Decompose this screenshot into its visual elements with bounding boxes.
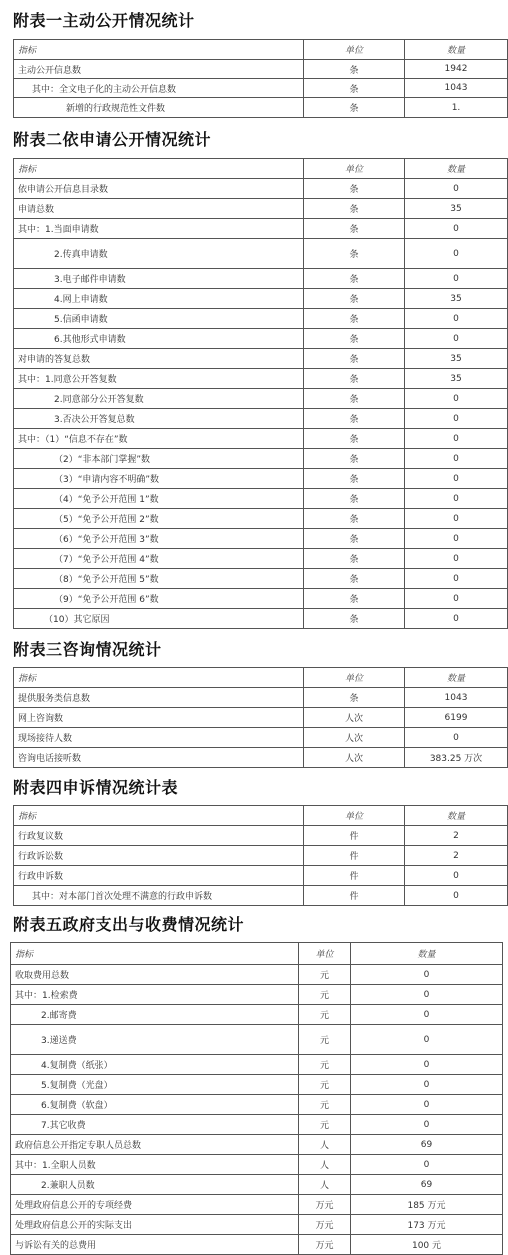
header-unit: 单位 [304, 40, 405, 60]
unit-cell: 条 [304, 98, 405, 118]
header-quantity: 数量 [405, 159, 508, 179]
table-row [14, 219, 508, 239]
table-row [14, 569, 508, 589]
indicator-cell: 申请总数 [14, 199, 304, 219]
unit-cell: 条 [304, 79, 405, 98]
statistics-table [13, 667, 508, 768]
quantity-cell: 173 万元 [351, 1215, 503, 1235]
unit-cell: 条 [304, 389, 405, 409]
quantity-cell: 0 [351, 985, 503, 1005]
table-row [14, 409, 508, 429]
table-header-row [14, 40, 508, 60]
quantity-cell: 2 [405, 826, 508, 846]
indicator-cell: 其中：全文电子化的主动公开信息数 [14, 79, 304, 98]
unit-cell: 万元 [299, 1235, 351, 1255]
table-row [14, 886, 508, 906]
unit-cell: 条 [304, 549, 405, 569]
unit-cell: 元 [299, 965, 351, 985]
indicator-cell: 主动公开信息数 [14, 60, 304, 79]
unit-cell: 条 [304, 409, 405, 429]
unit-cell: 人 [299, 1155, 351, 1175]
unit-cell: 条 [304, 269, 405, 289]
quantity-cell: 69 [351, 1135, 503, 1155]
quantity-cell: 0 [351, 965, 503, 985]
table-row [11, 985, 503, 1005]
quantity-cell: 0 [405, 509, 508, 529]
unit-cell: 条 [304, 239, 405, 269]
table-row [14, 389, 508, 409]
unit-cell: 条 [304, 609, 405, 629]
header-quantity: 数量 [405, 806, 508, 826]
indicator-cell: 提供服务类信息数 [14, 688, 304, 708]
unit-cell: 万元 [299, 1215, 351, 1235]
indicator-cell: 其中：1.检索费 [11, 985, 299, 1005]
table-row [11, 1135, 503, 1155]
indicator-cell: 4.复制费（纸张） [11, 1055, 299, 1075]
unit-cell: 人次 [304, 748, 405, 768]
table-row [14, 509, 508, 529]
quantity-cell: 0 [405, 728, 508, 748]
table-row [11, 1215, 503, 1235]
indicator-cell: 2.邮寄费 [11, 1005, 299, 1025]
indicator-cell: （4）“免予公开范围 1”数 [14, 489, 304, 509]
quantity-cell: 2 [405, 846, 508, 866]
section-title: 附表五政府支出与收费情况统计 [13, 915, 245, 934]
table-row [11, 1025, 503, 1055]
table-row [11, 1055, 503, 1075]
table-header-row [14, 159, 508, 179]
table-row [14, 309, 508, 329]
indicator-cell: 现场接待人数 [14, 728, 304, 748]
quantity-cell: 0 [405, 569, 508, 589]
quantity-cell: 0 [405, 219, 508, 239]
quantity-cell: 0 [351, 1005, 503, 1025]
indicator-cell: 新增的行政规范性文件数 [14, 98, 304, 118]
unit-cell: 条 [304, 289, 405, 309]
quantity-cell: 0 [405, 269, 508, 289]
header-indicator: 指标 [14, 668, 304, 688]
header-unit: 单位 [304, 159, 405, 179]
quantity-cell: 383.25 万次 [405, 748, 508, 768]
table-row [14, 748, 508, 768]
unit-cell: 元 [299, 985, 351, 1005]
quantity-cell: 0 [405, 449, 508, 469]
quantity-cell: 100 元 [351, 1235, 503, 1255]
indicator-cell: 对申请的答复总数 [14, 349, 304, 369]
table-row [14, 79, 508, 98]
header-unit: 单位 [304, 668, 405, 688]
quantity-cell: 35 [405, 369, 508, 389]
unit-cell: 元 [299, 1005, 351, 1025]
table-row [14, 826, 508, 846]
quantity-cell: 0 [405, 886, 508, 906]
indicator-cell: （8）“免予公开范围 5”数 [14, 569, 304, 589]
quantity-cell: 185 万元 [351, 1195, 503, 1215]
unit-cell: 元 [299, 1115, 351, 1135]
unit-cell: 元 [299, 1055, 351, 1075]
unit-cell: 件 [304, 826, 405, 846]
indicator-cell: （9）“免予公开范围 6”数 [14, 589, 304, 609]
table-row [14, 589, 508, 609]
unit-cell: 条 [304, 529, 405, 549]
indicator-cell: 咨询电话接听数 [14, 748, 304, 768]
unit-cell: 条 [304, 589, 405, 609]
header-indicator: 指标 [14, 40, 304, 60]
table-row [14, 529, 508, 549]
indicator-cell: 4.网上申请数 [14, 289, 304, 309]
indicator-cell: 依申请公开信息目录数 [14, 179, 304, 199]
quantity-cell: 35 [405, 199, 508, 219]
table-row [14, 708, 508, 728]
table-row [11, 965, 503, 985]
quantity-cell: 0 [405, 589, 508, 609]
unit-cell: 元 [299, 1095, 351, 1115]
quantity-cell: 0 [405, 429, 508, 449]
quantity-cell: 69 [351, 1175, 503, 1195]
indicator-cell: 政府信息公开指定专职人员总数 [11, 1135, 299, 1155]
table-row [14, 239, 508, 269]
table-row [14, 98, 508, 118]
table-row [14, 349, 508, 369]
indicator-cell: 3.递送费 [11, 1025, 299, 1055]
indicator-cell: 3.电子邮件申请数 [14, 269, 304, 289]
table-row [14, 469, 508, 489]
unit-cell: 人次 [304, 728, 405, 748]
indicator-cell: 其中：1.全职人员数 [11, 1155, 299, 1175]
unit-cell: 条 [304, 429, 405, 449]
indicator-cell: （10）其它原因 [14, 609, 304, 629]
quantity-cell: 0 [351, 1115, 503, 1135]
unit-cell: 条 [304, 469, 405, 489]
unit-cell: 人 [299, 1135, 351, 1155]
quantity-cell: 1043 [405, 79, 508, 98]
quantity-cell: 0 [351, 1055, 503, 1075]
header-indicator: 指标 [14, 806, 304, 826]
quantity-cell: 0 [405, 469, 508, 489]
quantity-cell: 0 [405, 609, 508, 629]
quantity-cell: 6199 [405, 708, 508, 728]
quantity-cell: 0 [405, 529, 508, 549]
unit-cell: 件 [304, 886, 405, 906]
header-quantity: 数量 [405, 668, 508, 688]
table-row [11, 1155, 503, 1175]
table-row [14, 866, 508, 886]
header-quantity: 数量 [405, 40, 508, 60]
unit-cell: 条 [304, 309, 405, 329]
table-header-row [14, 806, 508, 826]
indicator-cell: 2.传真申请数 [14, 239, 304, 269]
indicator-cell: 5.复制费（光盘） [11, 1075, 299, 1095]
indicator-cell: （6）“免予公开范围 3”数 [14, 529, 304, 549]
table-row [11, 1005, 503, 1025]
quantity-cell: 0 [351, 1095, 503, 1115]
unit-cell: 件 [304, 846, 405, 866]
unit-cell: 条 [304, 688, 405, 708]
quantity-cell: 0 [351, 1075, 503, 1095]
unit-cell: 元 [299, 1075, 351, 1095]
table-row [14, 269, 508, 289]
indicator-cell: 其中：（1）“信息不存在”数 [14, 429, 304, 449]
unit-cell: 人次 [304, 708, 405, 728]
table-row [11, 1195, 503, 1215]
table-header-row [11, 943, 503, 965]
indicator-cell: 6.复制费（软盘） [11, 1095, 299, 1115]
indicator-cell: 收取费用总数 [11, 965, 299, 985]
header-unit: 单位 [299, 943, 351, 965]
indicator-cell: 5.信函申请数 [14, 309, 304, 329]
table-row [14, 609, 508, 629]
table-row [14, 429, 508, 449]
unit-cell: 人 [299, 1175, 351, 1195]
unit-cell: 条 [304, 569, 405, 589]
indicator-cell: 6.其他形式申请数 [14, 329, 304, 349]
quantity-cell: 0 [405, 309, 508, 329]
table-row [14, 449, 508, 469]
indicator-cell: 处理政府信息公开的专项经费 [11, 1195, 299, 1215]
table-row [11, 1115, 503, 1135]
indicator-cell: 网上咨询数 [14, 708, 304, 728]
table-row [11, 1235, 503, 1255]
header-indicator: 指标 [14, 159, 304, 179]
statistics-table [13, 805, 508, 906]
quantity-cell: 35 [405, 349, 508, 369]
header-unit: 单位 [304, 806, 405, 826]
table-row [11, 1175, 503, 1195]
section-title: 附表二依申请公开情况统计 [13, 130, 212, 149]
table-row [14, 489, 508, 509]
table-row [14, 329, 508, 349]
indicator-cell: （2）“非本部门掌握”数 [14, 449, 304, 469]
quantity-cell: 0 [405, 549, 508, 569]
indicator-cell: 其中：对本部门首次处理不满意的行政申诉数 [14, 886, 304, 906]
indicator-cell: 其中：1.当面申请数 [14, 219, 304, 239]
quantity-cell: 1043 [405, 688, 508, 708]
statistics-table [13, 158, 508, 629]
header-indicator: 指标 [11, 943, 299, 965]
unit-cell: 条 [304, 349, 405, 369]
unit-cell: 条 [304, 509, 405, 529]
quantity-cell: 0 [405, 489, 508, 509]
table-row [14, 688, 508, 708]
table-row [14, 846, 508, 866]
table-row [14, 199, 508, 219]
quantity-cell: 0 [405, 866, 508, 886]
table-row [14, 369, 508, 389]
indicator-cell: 3.否决公开答复总数 [14, 409, 304, 429]
unit-cell: 元 [299, 1025, 351, 1055]
unit-cell: 条 [304, 179, 405, 199]
quantity-cell: 35 [405, 289, 508, 309]
indicator-cell: 与诉讼有关的总费用 [11, 1235, 299, 1255]
section-title: 附表一主动公开情况统计 [13, 11, 195, 30]
unit-cell: 万元 [299, 1195, 351, 1215]
quantity-cell: 0 [405, 329, 508, 349]
table-row [11, 1075, 503, 1095]
quantity-cell: 0 [405, 239, 508, 269]
quantity-cell: 0 [405, 409, 508, 429]
unit-cell: 条 [304, 369, 405, 389]
quantity-cell: 0 [351, 1155, 503, 1175]
indicator-cell: 7.其它收费 [11, 1115, 299, 1135]
indicator-cell: 行政复议数 [14, 826, 304, 846]
unit-cell: 条 [304, 60, 405, 79]
indicator-cell: 其中：1.同意公开答复数 [14, 369, 304, 389]
header-quantity: 数量 [351, 943, 503, 965]
indicator-cell: 行政申诉数 [14, 866, 304, 886]
quantity-cell: 0 [351, 1025, 503, 1055]
table-header-row [14, 668, 508, 688]
section-title: 附表三咨询情况统计 [13, 640, 162, 659]
indicator-cell: 2.同意部分公开答复数 [14, 389, 304, 409]
table-row [14, 728, 508, 748]
quantity-cell: 1. [405, 98, 508, 118]
unit-cell: 条 [304, 199, 405, 219]
table-row [14, 60, 508, 79]
table-row [14, 179, 508, 199]
quantity-cell: 0 [405, 389, 508, 409]
section-title: 附表四申诉情况统计表 [13, 778, 179, 797]
table-row [11, 1095, 503, 1115]
unit-cell: 条 [304, 449, 405, 469]
indicator-cell: （5）“免予公开范围 2”数 [14, 509, 304, 529]
statistics-table [10, 942, 503, 1255]
indicator-cell: 处理政府信息公开的实际支出 [11, 1215, 299, 1235]
unit-cell: 条 [304, 489, 405, 509]
indicator-cell: （7）“免予公开范围 4”数 [14, 549, 304, 569]
unit-cell: 条 [304, 219, 405, 239]
unit-cell: 件 [304, 866, 405, 886]
quantity-cell: 0 [405, 179, 508, 199]
unit-cell: 条 [304, 329, 405, 349]
table-row [14, 549, 508, 569]
indicator-cell: 2.兼职人员数 [11, 1175, 299, 1195]
statistics-table [13, 39, 508, 118]
indicator-cell: （3）“申请内容不明确”数 [14, 469, 304, 489]
quantity-cell: 1942 [405, 60, 508, 79]
table-row [14, 289, 508, 309]
indicator-cell: 行政诉讼数 [14, 846, 304, 866]
